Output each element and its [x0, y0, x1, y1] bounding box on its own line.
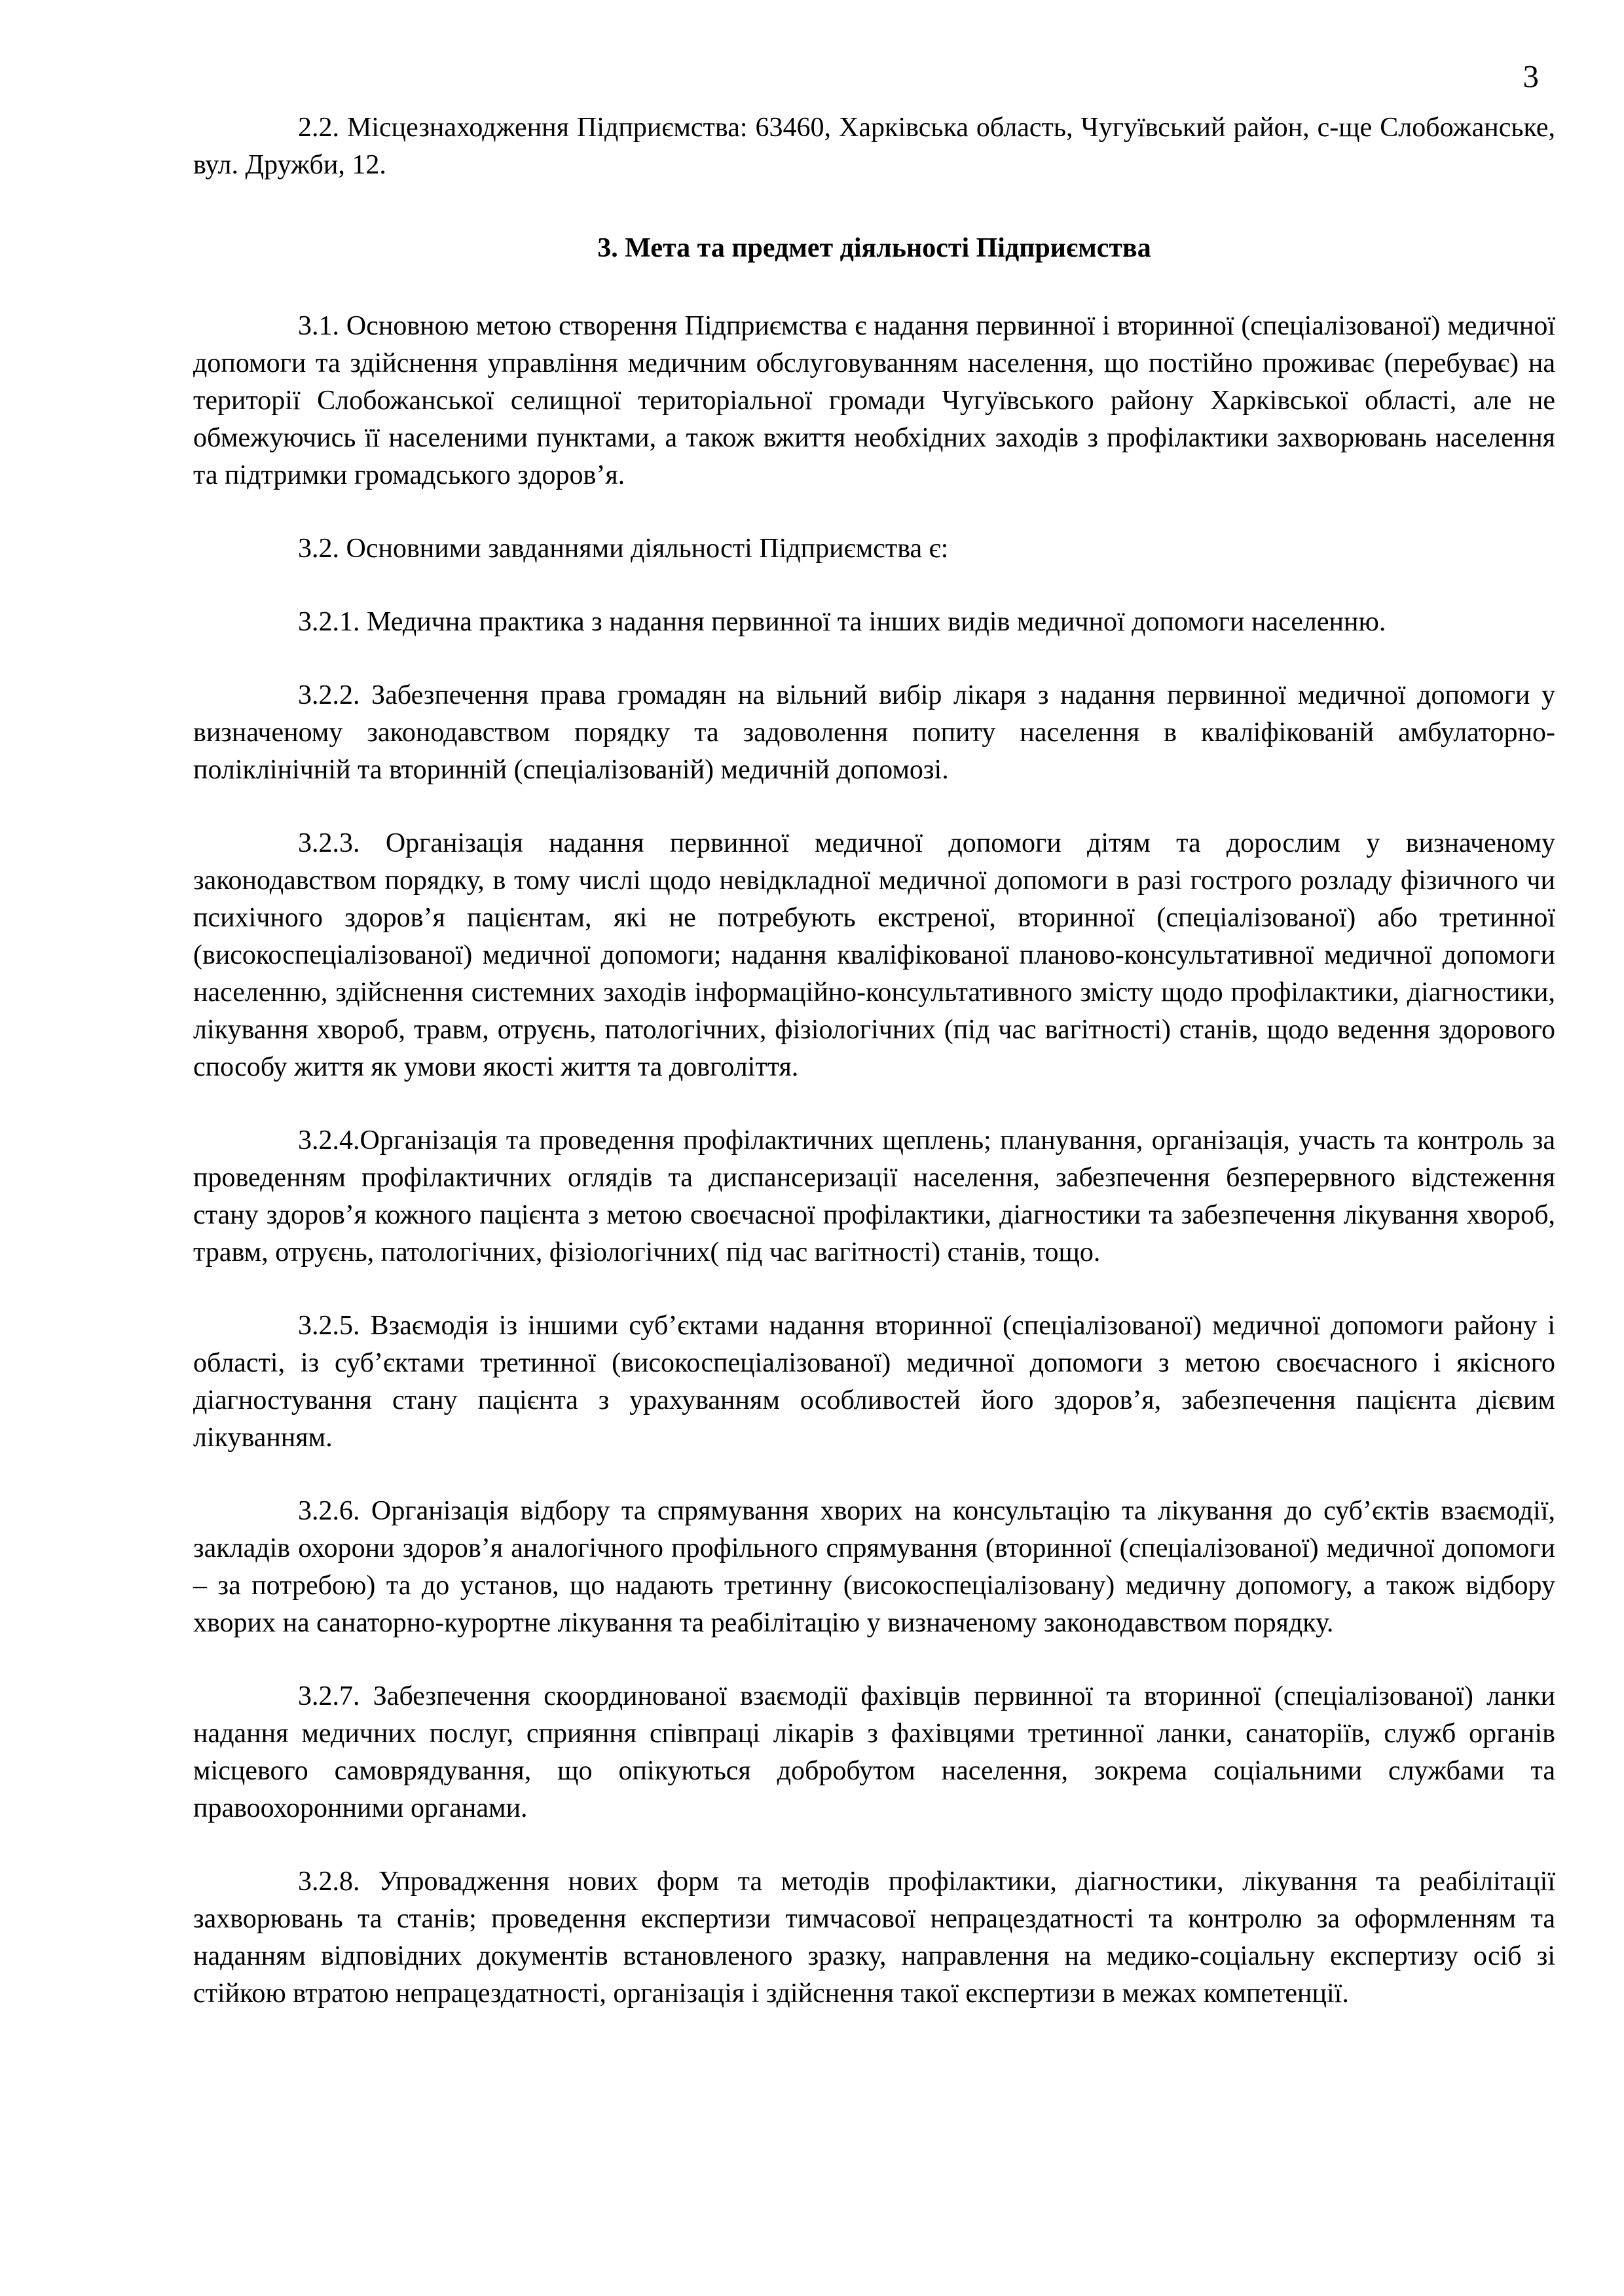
section-heading: 3. Мета та предмет діяльності Підприємства: [597, 233, 1151, 263]
paragraph-3-2-2: 3.2.2. Забезпечення права громадян на вільний вибір лікаря з надання первинної медичної допомоги у визначеному законодавством порядку та задоволення попиту населення в кваліфікованій амбулаторно-поліклінічній та вторинній (спеціалізованій) медичній допомозі.: [193, 680, 1555, 785]
paragraph-3-2-4: 3.2.4.Організація та проведення профілактичних щеплень; планування, організація, участь та контроль за проведенням профілактичних оглядів та диспансеризації населення, забезпечення безперервного відстеження стану здоров’я кожного пацієнта з метою своєчасної профілактики, діагностики та забезпечення лікування хвороб, травм, отруєнь, патологічних, фізіологічних( під час вагітності) станів, тощо.: [193, 1125, 1555, 1267]
paragraph-3-2-8: 3.2.8. Упровадження нових форм та методів профілактики, діагностики, лікування та реабілітації захворювань та станів; проведення експертизи тимчасової непрацездатності та контролю за оформленням та наданням відповідних документів встановленого зразку, направлення на медико-соціальну експертизу осіб зі стійкою втратою непрацездатності, організація і здійснення такої експертизи в межах компетенції.: [193, 1867, 1555, 2009]
location-paragraph: 2.2. Місцезнаходження Підприємства: 63460, Харківська область, Чугуївський район, с-ще Слобожанське, вул. Дружби, 12.: [193, 113, 1555, 180]
paragraph-3-2-3: 3.2.3. Організація надання первинної медичної допомоги дітям та дорослим у визначеному законодавством порядку, в тому числі щодо невідкладної медичної допомоги в разі гострого розладу фізичного чи психічного здоров’я пацієнтам, які не потребують екстреної, вторинної (спеціалізованої) або третинної (високоспеціалізованої) медичної допомоги; надання кваліфікованої планово-консультативної медичної допомоги населенню, здійснення системних заходів інформаційно-консультативного змісту щодо профілактики, діагностики, лікування хвороб, травм, отруєнь, патологічних, фізіологічних (під час вагітності) станів, щодо ведення здорового способу життя як умови якості життя та довголіття.: [193, 828, 1555, 1082]
page-number: 3: [1522, 58, 1539, 94]
document-body: [193, 109, 1555, 2049]
paragraph-3-2-6: 3.2.6. Організація відбору та спрямування хворих на консультацію та лікування до суб’єктів взаємодії, закладів охорони здоров’я аналогічного профільного спрямування (вторинної (спеціалізованої) медичної допомоги – за потребою) та до установ, що надають третинну (високоспеціалізовану) медичну допомогу, а також відбору хворих на санаторно-курортне лікування та реабілітацію у визначеному законодавством порядку.: [193, 1496, 1555, 1638]
paragraph-3-2: 3.2. Основними завданнями діяльності Підприємства є:: [298, 534, 949, 564]
paragraph-3-2-7: 3.2.7. Забезпечення скоординованої взаємодії фахівців первинної та вторинної (спеціалізованої) ланки надання медичних послуг, сприяння співпраці лікарів з фахівцями третинної ланки, санаторіїв, служб органів місцевого самоврядування, що опікуються добробутом населення, зокрема соціальними службами та правоохоронними органами.: [193, 1681, 1555, 1823]
paragraph-3-1: 3.1. Основною метою створення Підприємства є надання первинної і вторинної (спеціалізованої) медичної допомоги та здійснення управління медичним обслуговуванням населення, що постійно проживає (перебуває) на території Слобожанської селищної територіальної громади Чугуївського району Харківської області, але не обмежуючись її населеними пунктами, а також вжиття необхідних заходів з профілактики захворювань населення та підтримки громадського здоров’я.: [193, 311, 1555, 490]
paragraph-3-2-1: 3.2.1. Медична практика з надання первинної та інших видів медичної допомоги населенню.: [298, 607, 1386, 637]
paragraph-3-2-5: 3.2.5. Взаємодія із іншими суб’єктами надання вторинної (спеціалізованої) медичної допомоги району і області, із суб’єктами третинної (високоспеціалізованої) медичної допомоги з метою своєчасного і якісного діагностування стану пацієнта з урахуванням особливостей його здоров’я, забезпечення пацієнта дієвим лікуванням.: [193, 1311, 1555, 1453]
